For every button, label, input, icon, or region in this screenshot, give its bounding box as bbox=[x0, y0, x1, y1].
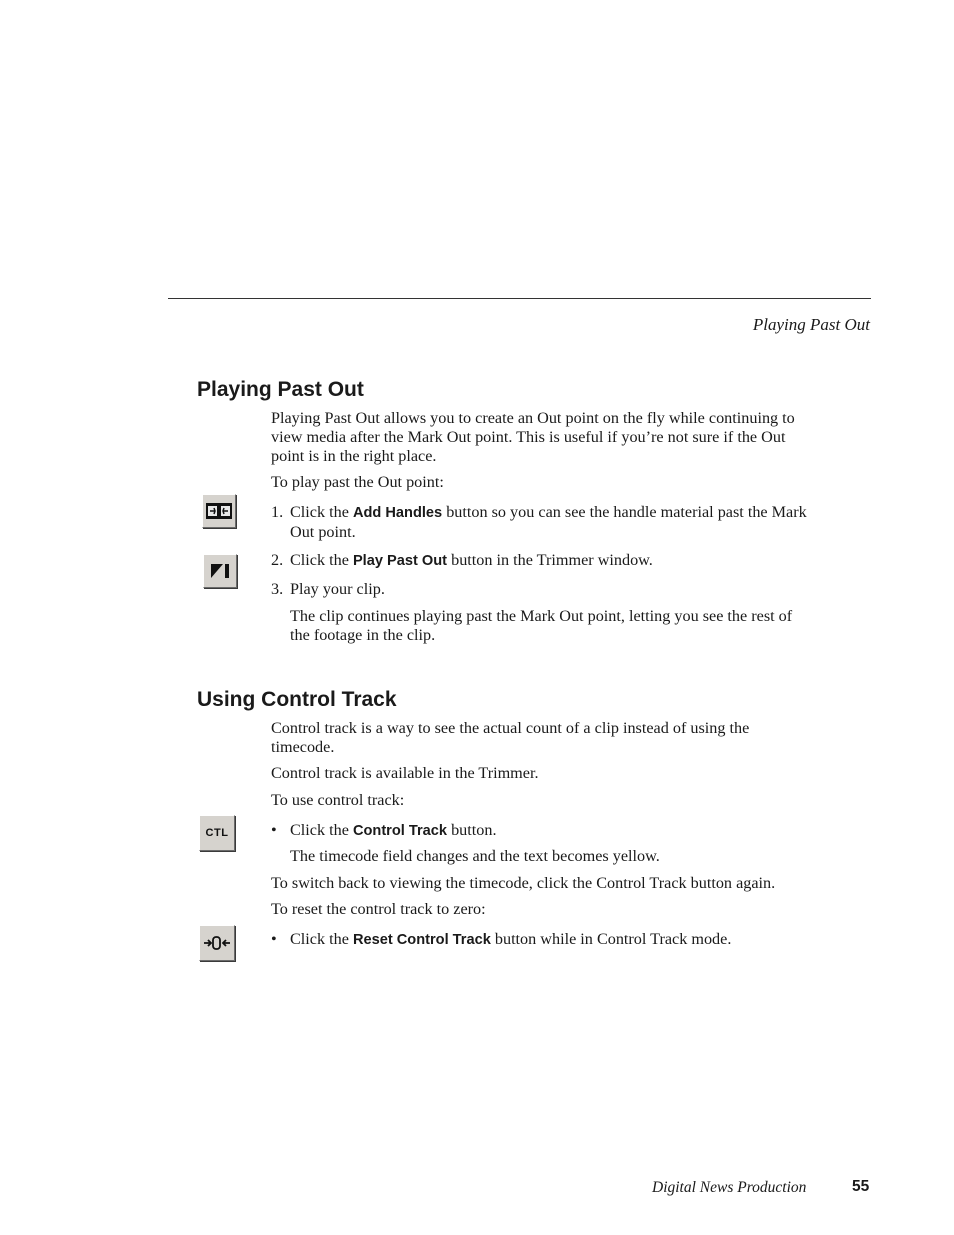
step3-number: 3. bbox=[271, 580, 284, 598]
section1-lead: To play past the Out point: bbox=[271, 473, 444, 491]
footer-title: Digital News Production bbox=[652, 1179, 807, 1196]
add-handles-button[interactable] bbox=[202, 494, 236, 528]
running-head: Playing Past Out bbox=[752, 315, 870, 334]
step2-text: Click the Play Past Out button in the Trimmer window. bbox=[290, 551, 653, 569]
section-title-using-control-track: Using Control Track bbox=[197, 688, 397, 711]
reset-zero-icon bbox=[203, 935, 231, 951]
section-title-playing-past-out: Playing Past Out bbox=[197, 378, 364, 401]
bullet1-mark: • bbox=[271, 821, 277, 839]
section2-p3: To use control track: bbox=[271, 791, 405, 809]
bullet1-text: Click the Control Track button. bbox=[290, 821, 497, 839]
section2-p1: Control track is a way to see the actual count of a clip instead of using the timecode. bbox=[271, 719, 750, 756]
play-past-out-icon bbox=[210, 561, 230, 581]
section1-intro: Playing Past Out allows you to create an Out point on the fly while continuing to view media after the Mark Out point. This is useful if you’re not sure if the Out point is in the right place. bbox=[271, 409, 795, 465]
step2-number: 2. bbox=[271, 551, 284, 569]
ctl-icon: CTL bbox=[205, 827, 229, 839]
bullet2-text: Click the Reset Control Track button while in Control Track mode. bbox=[290, 930, 732, 948]
step3-text: Play your clip. bbox=[290, 580, 385, 598]
header-rule bbox=[168, 298, 871, 299]
bullet2-mark: • bbox=[271, 930, 277, 948]
section2-p2: Control track is available in the Trimmer. bbox=[271, 764, 539, 782]
bullet1-result: The timecode field changes and the text becomes yellow. bbox=[290, 847, 660, 865]
reset-control-track-button[interactable] bbox=[199, 925, 235, 961]
play-past-out-button[interactable] bbox=[203, 554, 237, 588]
control-track-button[interactable] bbox=[199, 815, 235, 851]
step3-result: The clip continues playing past the Mark Out point, letting you see the rest of the footage in the clip. bbox=[290, 607, 793, 644]
section2-p5: To reset the control track to zero: bbox=[271, 900, 486, 918]
add-handles-icon bbox=[206, 503, 232, 519]
page-number: 55 bbox=[852, 1178, 870, 1195]
section2-p4: To switch back to viewing the timecode, click the Control Track button again. bbox=[271, 874, 776, 892]
step1-number: 1. bbox=[271, 503, 284, 521]
step1-text: Click the Add Handles button so you can see the handle material past the Mark Out point. bbox=[290, 503, 807, 541]
